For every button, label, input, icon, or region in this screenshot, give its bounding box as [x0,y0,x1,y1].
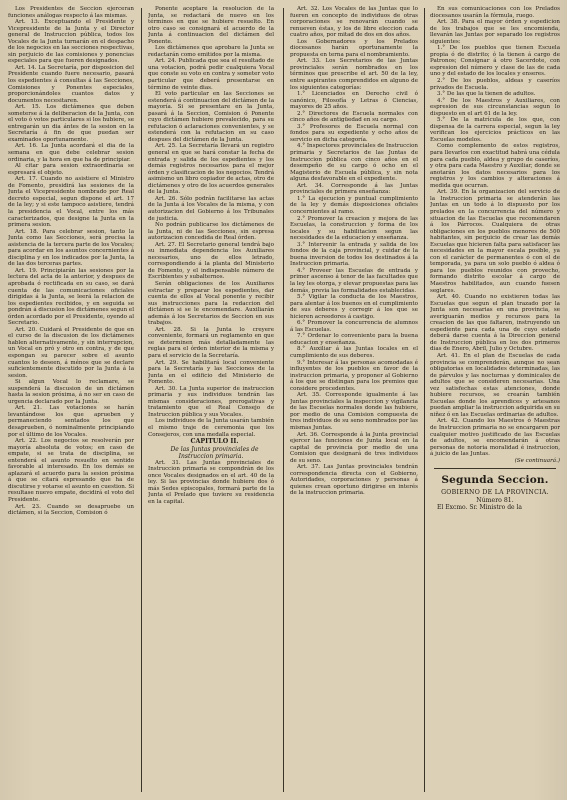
chapter-subtitle: De las Juntas provinciales de Instruccion primaria. [170,445,259,460]
paragraph: 3.° De las que la tienen de adultos. [437,91,536,98]
paragraph: Art. 16. La Junta acordará el dia de la semana en que debe celebrar sesion ordinaria, y la hora en que ha de principiar. [8,143,134,163]
paragraph: Si algun Vocal lo reclamare, se suspenderá la discusion de un dictámen hasta la sesion próxima, á no ser en caso de urgencia declarado por la Junta. [8,379,134,405]
paragraph: 2.° De los pueblos, aldeas y caseríos privados de Escuela. [430,78,560,91]
column-divider [424,8,425,792]
column-divider [283,8,284,792]
paragraph: Art. 22. Los negocios se resolverán por mayoría absoluta de votos; en caso de empate, si se trata de disciplina, se entenderá el asunto resuelto en sentido favorable al interesado. En los demás se aplazará el acuerdo para la sesion próxima á que se citará espresando que ha de discutirse y votarse el asunto en cuestion. Si resultase nuevo empate, decidirá el voto del Presidente. [8,438,134,504]
text-column-1 [8,6,134,794]
paragraph: Art. 13. Exceptuando el Presidente y Vicepresidente de la Junta y el Director general de Instruccion pública, todos los Vocales de la Junta turnarán en el despacho de los negocios en las secciones respectivas, sin perjuicio de las comisiones y ponencias especiales para que fueren designados. [8,19,134,65]
paragraph: Al citar para sesion extraordinaria se espresará el objeto. [8,163,134,176]
paragraph: Art. 19. Principiarán las sesiones por la lectura del acta de la anterior, y despues de aprobada ó rectificada en su caso, se dará cuenta de las comunicaciones oficiales dirigidas á la Junta, se leerá la relacion de los espedientes recibidos, y en seguida se pondrán á discusion los dictámenes segun el órden acordado por el Presidente, oyendo al Secretario. [8,267,134,327]
text-column-3 [290,6,418,794]
government-heading: GOBIERNO DE LA PROVINCIA. [441,489,549,497]
paragraph: Art. 38. Para el mayor órden y espedicion de los trabajos que se les encomienda, llevarán las Juntas por separado los registros siguientes: [430,19,560,45]
paragraph: 6.° Promover la concurrencia de alumnos á las Escuelas. [290,320,418,333]
paragraph: Art. 39. En la organizacion del servicio de la Instruccion primaria se atenderán las Juntas en un todo á lo dispuesto por los prelados en la concurrencia del número y situacion de las Escuelas que recomendaren á los Párrocos. Cualquiera de otras obligaciones en los pueblos menores de 500 habitantes, sin perjuicio de crear las demás Escuelas que hicieren falta para satisfacer las necesidades en la mayor escala posible, ya con el carácter de permanentes ó con el de temporada, ya para un solo pueblo ó aldea ó para los pueblos reunidos con provecho, formando distrito escolar á cargo de Maestros habilitados, aun cuando fuesen seglares. [430,189,560,294]
paragraph: 2.° Promover la creacion y mejora de las Escuelas, la construccion y forma de los locales y su habilitacion segun las necesidades de la educacion y enseñanza. [290,215,418,242]
text-column-2 [148,6,274,794]
paragraph: En sus comunicaciones con los Prelados diocesanos usarán la fórmula, ruego. [430,6,560,19]
paragraph: Como complemento de estos registros, para llevarlos con exactitud habrá una cédula para cada pueblo, aldea y grupo de caseríos, y otra para cada Maestro y Auxiliar, donde se anotarán los datos necesarios para los registros y los cambios y alteraciones á medida que ocurran. [430,143,560,189]
paragraph: Art. 14. La Secretaría, por disposicion del Presidente cuando fuere necesario, pasará los espedientes á consultas á las Secciones, Comisiones y Ponentes especiales, proporcionándoles cuantos datos y documentos necesitaren. [8,64,134,104]
paragraph: Art. 30. La Junta superior de instruccion primaria y sus individuos tendrán las mismas consideraciones, prerogativas y tratamiento que el Real Consejo de Instruccion pública y sus Vocales. [148,385,274,418]
paragraph: Serán obligaciones de los Auxiliares estractar y preparar los espedientes, dar cuenta de ellos al Vocal ponente y recibir sus instrucciones para la redaccion del dictámen si se le encomendare. Auxiliarán además á los Secretarios de Seccion en sus trabajos. [148,280,274,327]
paragraph: Art. 33. Los Secretarios de las Juntas provinciales serán nombrados en los términos que prescribe el art. 50 de la ley, entre aspirantes comprendidos en alguno de los siguientes categorías: [290,58,418,91]
paragraph: Art. 20. Cuidará el Presidente de que en el curso de la discusion de los dictámenes hablen alternativamente, y sin interrupcion, un Vocal en pró y otro en contra, y de que espongan su parecer sobre el asunto cuantos lo deseen, á ménos que se declare suficientemente discutido por la Junta á la sesion. [8,326,134,379]
paragraph: Los Gobernadores y los Prelados diocesanos harán oportunamente la propuesta en terna para el nombramiento. [290,38,418,58]
paragraph: Los individuos de la Junta usarán también el mismo traje de ceremonia que los Consejeros, con una medalla especial. [148,418,274,438]
paragraph: 7.° Ordenar lo conveniente para la buena educacion y enseñanza. [290,333,418,346]
paragraph: El voto particular en las Secciones se estenderá á continuacion del dictámen de la mayoría. Si se presentare en la Junta, pasará á la Seccion, Comision ó Ponente cuyo dictámen hubiere prevalecido, para su refutacion ó aclaraciones convenientes, y se estenderá con la refutacion en su caso despues del dictámen de la Junta. [148,91,274,143]
section-divider [434,468,556,469]
paragraph: Art. 27. El Secretario general tendrá bajo su inmediata dependencia los Auxiliares necesarios, uno de ellos letrado, correspondiendo á la planta del Ministerio de Fomento, y el indispensable número de Escribientes y subalternos. [148,241,274,281]
paragraph: Art. 36. Corresponde á la Junta provincial ejercer las funciones de Junta local en la capital de provincia por medio de una Comision que designará de tres individuos de su seno. [290,431,418,464]
paragraph: Los dictámenes que aprobare la Junta se redactarán como emitidos por la misma. [148,45,274,58]
paragraph: Art. 29. Se habilitará local conveniente para la Secretaría y las Secciones de la Junta en el edificio del Ministerio de Fomento. [148,359,274,386]
paragraph: 5.° De la matrícula de los que, con dispensa de la carrera especial, segun la ley verifican los ejercicios prácticos en las Escuelas modelos. [430,117,560,143]
paragraph: El Excmo. Sr. Ministro de la [437,504,522,512]
paragraph: Art. 41. En el plan de Escuelas de cada provincia se comprenderán, aunque no sean obligatorias en localidades determinadas, las de párvulos y las nocturnas y dominicales de adultos que se consideren necesarias. Una vez satisfechas estas atenciones, donde hubiere recursos, se crearán también Escuelas donde los aprendices y artesanos puedan ampliar la instruccion adquirida en su niñez ó en las Escuelas ordinarias de adultos. [430,352,560,418]
paragraph: 4.° Proveer las Escuelas de entrada y primer ascenso á tenor de las facultades que la ley les otorga, y elevar propuestas para las demás, previa las formalidades establecidas. [290,267,418,294]
paragraph: Art. 34. Corresponde á las Juntas provinciales de primera enseñanza: [290,182,418,196]
paragraph: Los Presidentes de Seccion ejerceran funciones análogas respecto á las mismas. [8,6,134,19]
column-divider [141,8,142,792]
paragraph: 5.° Vigilar la conducta de los Maestros, para alentar á los buenos en el cumplimiento de sus deberes y corregir á los que se hicieren acreedores á castigo. [290,294,418,320]
paragraph: Art. 31. Las Juntas provinciales de Instruccion primaria se compondrán de los once Vocales designados en el art. 40 de la ley. Si las provincias donde hubiere dos ó más Sedes episcopales, formará parte de la Junta el Prelado que tuviere su residencia en la capital. [148,459,274,505]
paragraph: Art. 17. Cuando no asistiere el Ministro de Fomento, presidirá las sesiones de la Junta el Vicepresidente nombrado por Real decreto especial, segun dispone el art. 17 de la ley; y si este tampoco asistiere, tendrá la presidencia el Vocal, entre los más caracterizados, que designe la Junta en la primera sesion. [8,176,134,229]
paragraph: Art. 23. Cuando se desapruebe un dictámen, si la Seccion, Comision ó [8,503,134,517]
paragraph: Art. 26. Sólo podrán facilitarse las actas de la Junta á los Vocales de la misma, y con autorizacion del Gobierno á los Tribunales de justicia. [148,195,274,222]
paragraph: 2.° Directores de Escuela normales con cinco años de antigüedad en su cargo. [290,110,418,124]
paragraph: 8.° Auxiliar á las Juntas locales en el cumplimiento de sus deberes. [290,346,418,359]
paragraph: Art. 42. Cuando los Maestros ó Maestras de Instruccion primaria no se encargaren por cualquier motivo justificado de las Escuelas de adultos, se encomendarán á otras personas de notoria moralidad é instruccion, á juicio de las Juntas. [430,418,560,458]
paragraph: Art. 37. Las Juntas provinciales tendrán correspondencia directa con el Gobierno, Autoridades, corporaciones y personas á quienes crean oportuno dirigirse en interés de la instruccion primaria. [290,464,418,497]
section-heading: Segunda Seccion. [441,474,549,487]
document-number: Número 81. [476,496,514,504]
paragraph: 1.° Licenciados en Derecho civil ó canónico, Filosofía y Letras ó Ciencias, mayores de 25 años. [290,91,418,111]
paragraph: Art. 21. Las votaciones se harán levantándose los que aprueben y permaneciendo sentados los que desaprueben, ó nominalmente principiando por el último de los Vocales. [8,405,134,438]
paragraph: No podrán publicarse los dictámenes de la Junta, ni de las Secciones, sin espresa autorizacion concedida de Real órden. [148,222,274,242]
paragraph: 9.° Interesar á las personas acomodadas é influyentes de los pueblos en favor de la instruccion primaria, y proponer al Gobierno á los que se distingan para los premios que considere procedentes. [290,359,418,392]
paragraph: Art. 35. Corresponde igualmente á las Juntas provinciales la inspeccion y vigilancia de las Escuelas normales donde las hubiere, por medio de una Comision compuesta de tres individuos de su seno nombrados por las mismas Juntas. [290,392,418,431]
paragraph: Art. 15. Los dictámenes que deben someterse á la deliberacion de la Junta, con el voto ó votos particulares si los hubiere, se entregarán un dia ántes de la sesion en la Secretaría á fin de que puedan ser examinados oportunamente. [8,104,134,143]
paragraph: Art. 32. Los Vocales de las Juntas que lo fueren en concepto de individuos de otras corporaciones se renovarán cuando se renueven éstas, y los de libre eleccion cada cuatro años, por mitad de dos en dos años. [290,6,418,39]
paragraph: 3.° Profesores de Escuela normal con fondos para su expediente y ocho años de servicio en dicha categoría. [290,123,418,143]
paragraph: Art. 18. Para celebrar sesion, tanto la Junta como las Secciones, será precisa la asistencia de la tercera parte de los Vocales; para acordar en los asuntos concernientes á disciplina y en los indicados por la Junta, la de las dos terceras partes. [8,228,134,268]
paragraph: 3.° Intervenir la entrada y salida de los fondos de la caja provincial, y cuidar de la buena inversion de todos los destinados á la Instruccion primaria. [290,241,418,268]
paragraph: 4.° Inspectores provinciales de Instruccion primaria y Secretarios de las Juntas de Instruccion pública con cinco años en el desempeño de su cargo ó ocho en el Magisterio de Escuela pública, y sin nota alguna desfavorable en el expediente. [290,143,418,183]
paragraph: Art. 25. La Secretaría llevará un registro general en que se hará constar la fecha de entrada y salida de los espedientes y los demás registros necesarios para el mejor órden y clasificacion de los negocios. Tendrá asimismo un libro copiador de actas, otro de dictámenes y otro de los acuerdos generales de la Junta. [148,143,274,196]
paragraph: 1.° La ejecucion y puntual cumplimiento de la ley y demás disposiciones oficiales concernientes al ramo. [290,195,418,215]
paragraph: Art. 40. Cuando no existieren todas las Escuelas que segun el plan trazado por la Junta son necesarias en una provincia, se averiguarán medios y recursos para la creacion de las que faltaren, instruyendo un espediente para cada una de cuyo estado deberá darse cuenta á la Direccion general de Instruccion pública en los dos primeros dias de Enero, Abril, Julio y Octubre. [430,294,560,353]
paragraph: 4.° De los Maestros y Auxiliares, con espresion de sus circunstancias segun lo dispuesto en el art 61 de la ley. [430,97,560,117]
chapter-title: CAPITULO II. [190,438,239,446]
paragraph: 1.° De los pueblos que tienen Escuela propia ó de distrito; ó la tienen á cargo de Patronos; Consignar á otro Sacerdote, con espresion del número y clase de las de cada uno y del estado de los locales y enseres. [430,45,560,78]
paragraph: Ponente aceptare la resolucion de la Junta, se redactará de nuevo en los términos en que se hubiere resuelto. En otro caso se consignará el acuerdo de la Junta á continuacion del dictámen del Ponente. [148,6,274,45]
paragraph: Art. 28. Si la Junta lo creyere conveniente, formará un reglamento en que se determinen más detalladamente las reglas para el órden interior de la misma y para el servicio de la Secretaría. [148,326,274,359]
continuation-note: (Se continuará.) [514,457,560,464]
text-column-4 [430,6,560,794]
paragraph: Art. 24. Publicada que sea el resultado de una votacion, podrá pedir cualquiera Vocal que conste su voto en contra y someter voto particular que deberá presentarse en término de veinte dias. [148,58,274,91]
